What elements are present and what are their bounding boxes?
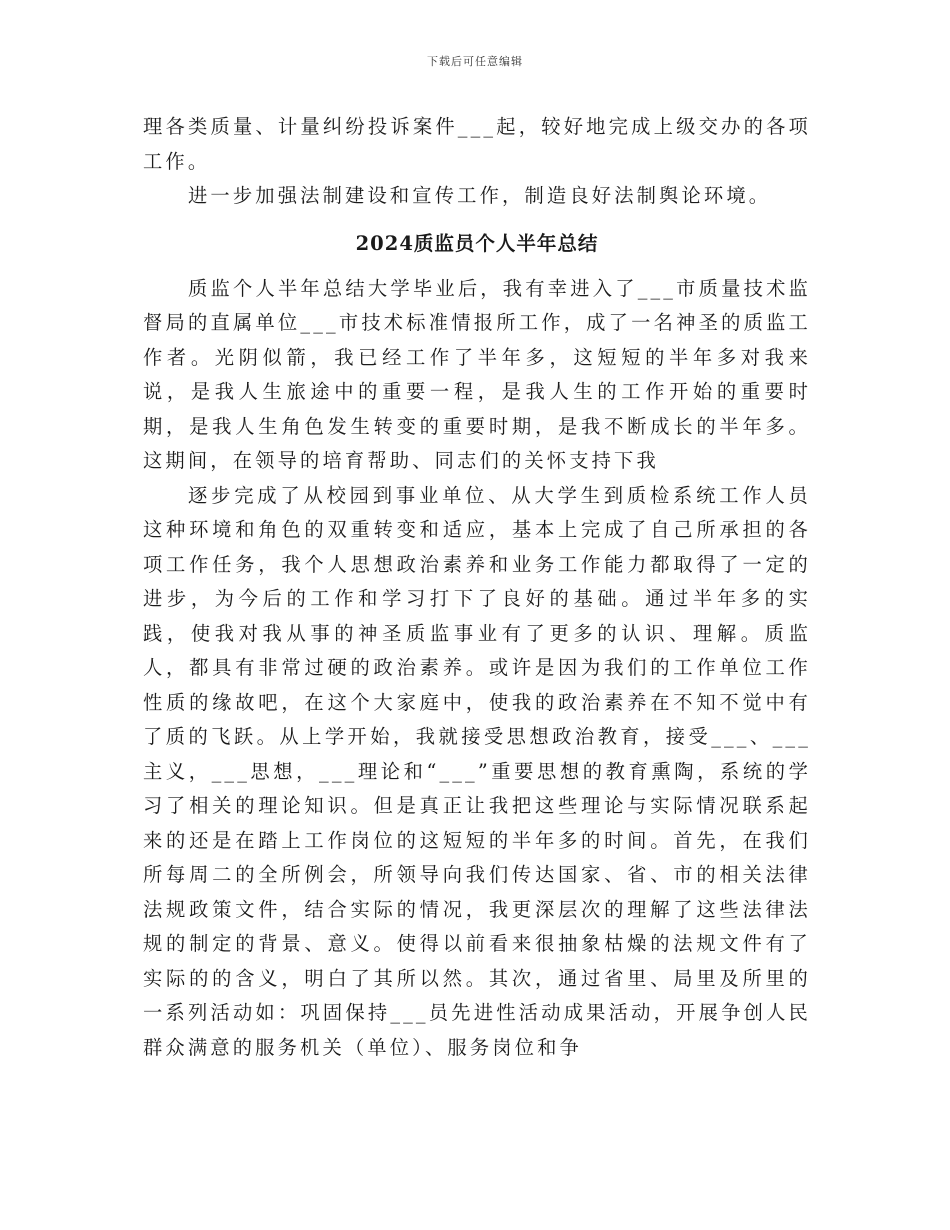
page-header-note: 下载后可任意编辑 xyxy=(427,55,523,68)
paragraph-continuation: 理各类质量、计量纠纷投诉案件___起，较好地完成上级交办的各项工作。 xyxy=(143,115,811,173)
document-body xyxy=(143,110,811,1065)
paragraph-intro: 质监个人半年总结大学毕业后，我有幸进入了___市质量技术监督局的直属单位___市技术标准情报所工作，成了一名神圣的质监工作者。光阴似箭，我已经工作了半年多，这短短的半年多对我来说，是我人生旅途中的重要一程，是我人生的工作开始的重要时期，是我人生角色发生转变的重要时期，是我不断成长的半年多。这期间，在领导的培育帮助、同志们的关怀支持下我 xyxy=(143,276,811,472)
paragraph-legal: 进一步加强法制建设和宣传工作，制造良好法制舆论环境。 xyxy=(188,184,772,207)
paragraph-main: 逐步完成了从校园到事业单位、从大学生到质检系统工作人员这种环境和角色的双重转变和适应，基本上完成了自己所承担的各项工作任务，我个人思想政治素养和业务工作能力都取得了一定的进步，为今后的工作和学习打下了良好的基础。通过半年多的实践，使我对我从事的神圣质监事业有了更多的认识、理解。质监人，都具有非常过硬的政治素养。或许是因为我们的工作单位工作性质的缘故吧，在这个大家庭中，使我的政治素养在不知不觉中有了质的飞跃。从上学开始，我就接受思想政治教育，接受___、___主义，___思想，___理论和“___”重要思想的教育熏陶，系统的学习了相关的理论知识。但是真正让我把这些理论与实际情况联系起来的还是在踏上工作岗位的这短短的半年多的时间。首先，在我们所每周二的全所例会，所领导向我们传达国家、省、市的相关法律法规政策文件，结合实际的情况，我更深层次的理解了这些法律法规的制定的背景、意义。使得以前看来很抽象枯燥的法规文件有了实际的的含义，明白了其所以然。其次，通过省里、局里及所里的一系列活动如：巩固保持___员先进性活动成果活动，开展争创人民群众满意的服务机关（单位）、服务岗位和争 xyxy=(143,483,811,1059)
document-title: 2024质监员个人半年总结 xyxy=(355,231,599,255)
